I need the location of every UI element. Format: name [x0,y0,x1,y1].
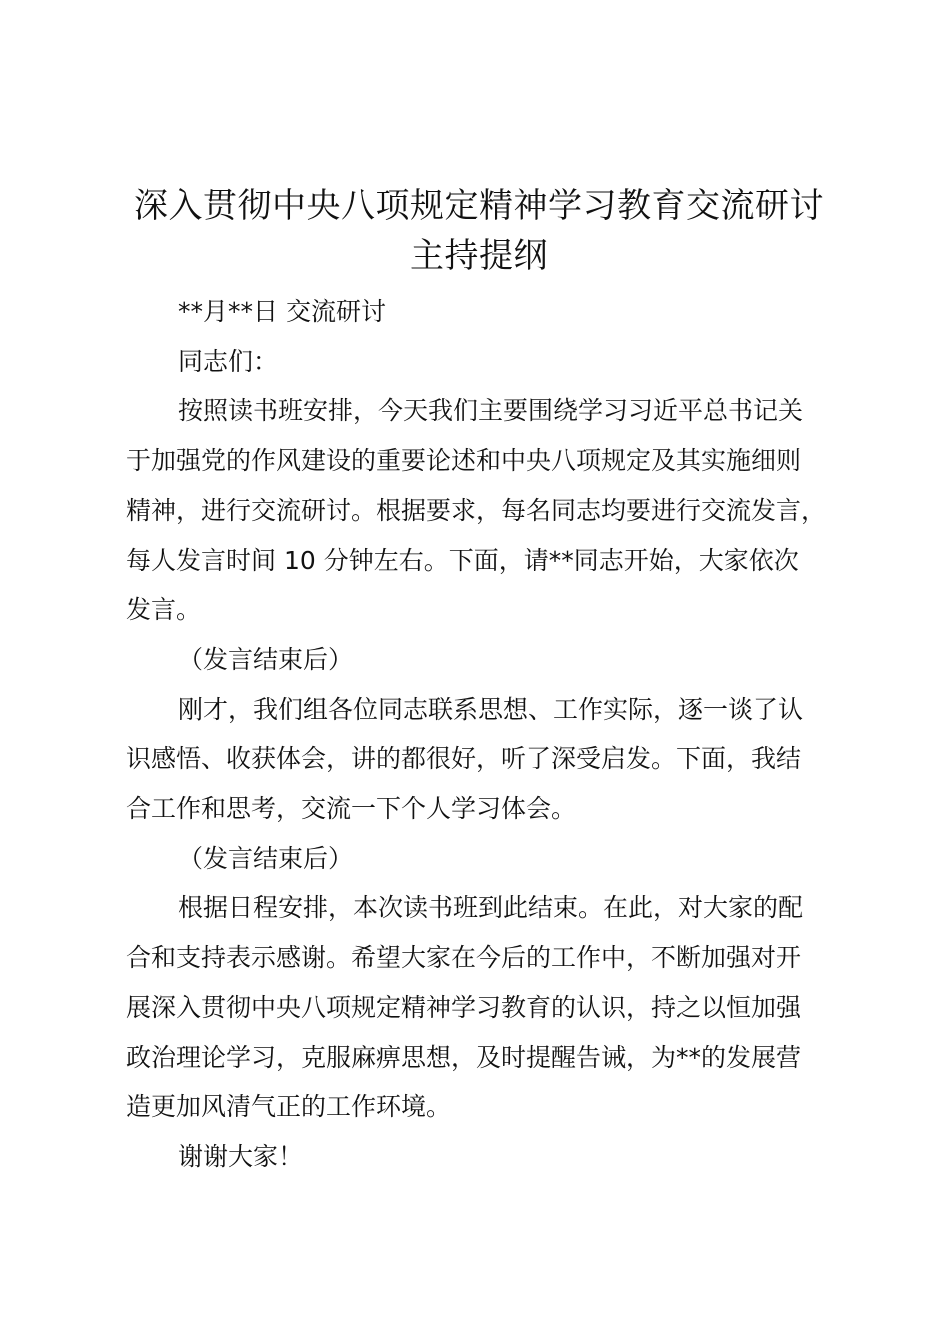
paragraph-line: 识感悟、收获体会，讲的都很好，听了深受启发。下面，我结 [126,744,802,774]
paragraph-line: 按照读书班安排，今天我们主要围绕学习习近平总书记关 [178,396,804,426]
paragraph-line: 每人发言时间 10 分钟左右。下面，请**同志开始，大家依次 [126,545,799,575]
thanks-line: 谢谢大家！ [178,1141,304,1171]
title-line-1: 深入贯彻中央八项规定精神学习教育交流研讨 [134,186,824,226]
paragraph-line: 于加强党的作风建设的重要论述和中央八项规定及其实施细则 [126,446,802,476]
paragraph-summary [126,685,832,834]
paragraph-line: 造更加风清气正的工作环境。 [126,1092,452,1122]
paragraph-line: 合和支持表示感谢。希望大家在今后的工作中，不断加强对开 [126,943,802,973]
paragraph-line: 合工作和思考，交流一下个人学习体会。 [126,794,577,824]
paragraph-opening [126,386,832,635]
date-line: **月**日 交流研讨 [178,297,386,326]
title-line-2: 主持提纲 [410,236,548,276]
stage-note-1: （发言结束后） [178,644,354,674]
document-body [126,287,832,1182]
salutation: 同志们： [178,346,279,376]
paragraph-line: 刚才，我们组各位同志联系思想、工作实际，逐一谈了认 [178,694,804,724]
paragraph-line: 展深入贯彻中央八项规定精神学习教育的认识，持之以恒加强 [126,992,802,1022]
paragraph-line: 根据日程安排，本次读书班到此结束。在此，对大家的配 [178,893,804,923]
paragraph-closing [126,883,832,1132]
stage-note-2: （发言结束后） [178,843,354,873]
paragraph-line: 发言。 [126,595,202,625]
paragraph-line: 政治理论学习，克服麻痹思想，及时提醒告诫，为**的发展营 [126,1042,802,1072]
document-title [126,181,832,281]
paragraph-line: 精神，进行交流研讨。根据要求，每名同志均要进行交流发言， [126,495,827,525]
